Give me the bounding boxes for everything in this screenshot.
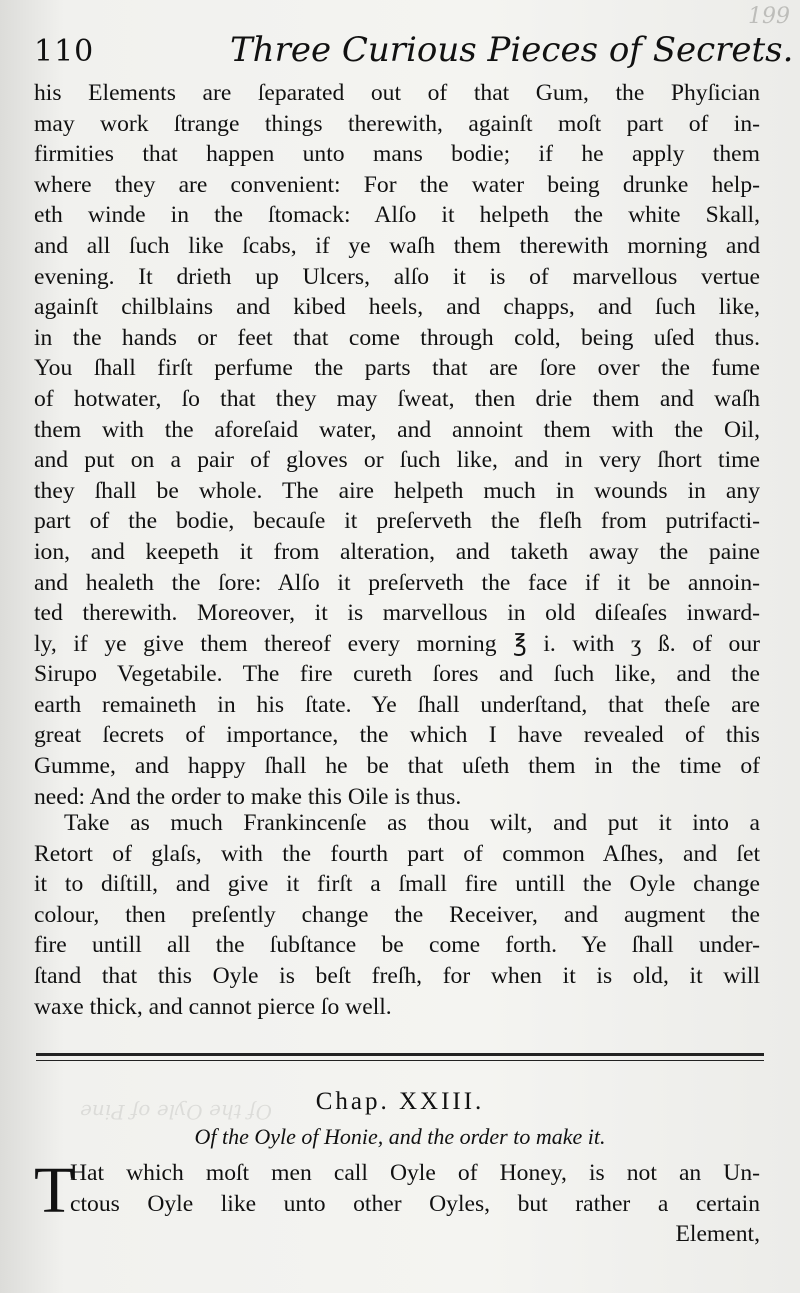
text-line: ted therewith. Moreover, it is marvellous in old diſeaſes inward- [34,600,760,627]
page-header [30,26,794,76]
show-through-ghost-text: Of the Oyle of Pine [80,1100,272,1124]
running-head: Three Curious Pieces of Secrets. [230,30,794,70]
text-line: they ſhall be whole. The aire helpeth much in wounds in any [34,477,760,504]
text-line: Sirupo Vegetabile. The fire cureth ſores and ſuch like, and the [34,661,760,688]
text-line: of hotwater, ſo that they may ſweat, then drie them and waſh [34,385,760,412]
catchword: Element, [675,1221,760,1248]
text-line: fire untill all the ſubſtance be come forth. Ye ſhall under- [34,932,760,959]
text-line: where they are convenient: For the water being drunke help- [34,171,760,198]
text-line: it to diſtill, and give it firſt a ſmall fire untill the Oyle change [34,871,760,898]
chapter-subtitle: Of the Oyle of Honie, and the order to make it. [194,1124,606,1149]
text-line: You ſhall firſt perfume the parts that are ſore over the fume [34,355,760,382]
bleed-through-page-number: 199 [748,4,790,29]
text-line: earth remaineth in his ſtate. Ye ſhall underſtand, that theſe are [34,691,760,718]
text-line: colour, then preſently change the Receiver, and augment the [34,901,760,928]
text-line: may work ſtrange things therewith, againſt moſt part of in- [34,110,760,137]
drop-cap: T [34,1154,75,1227]
paragraph-two [34,808,760,1022]
chapter-heading: Chap. XXIII. [315,1088,485,1115]
text-line: them with the aforeſaid water, and annoint them with the Oil, [34,416,760,443]
text-line: his Elements are ſeparated out of that Gum, the Phyſician [34,80,760,106]
paragraph-one [34,78,760,812]
text-line: and all ſuch like ſcabs, if ye waſh them therewith morning and [34,232,760,259]
text-line: waxe thick, and cannot pierce ſo well. [34,993,392,1020]
page-number: 110 [34,34,95,69]
chapter-opening-paragraph [34,1154,760,1250]
text-line: Gumme, and happy ſhall he be that uſeth them in the time of [34,753,760,780]
text-line: ly, if ye give them thereof every morning ℥ i. with ʒ ß. of our [34,630,760,657]
text-line: ctous Oyle like unto other Oyles, but rather a certain [70,1190,760,1217]
text-line: ſtand that this Oyle is beſt freſh, for when it is old, it will [34,962,760,989]
text-line: Retort of glaſs, with the fourth part of common Aſhes, and ſet [34,840,760,867]
text-line: eth winde in the ſtomack: Alſo it helpeth the white Skall, [34,202,760,229]
text-line: evening. It drieth up Ulcers, alſo it is of marvellous vertue [34,263,760,290]
text-line: great ſecrets of importance, the which I have revealed of this [34,722,760,749]
text-line: ion, and keepeth it from alteration, and taketh away the paine [34,538,760,565]
text-line: and healeth the ſore: Alſo it preſerveth the face if it be annoin- [34,569,760,596]
text-line: and put on a pair of gloves or ſuch like, and in very ſhort time [34,447,760,474]
text-line: againſt chilblains and kibed heels, and chapps, and ſuch like, [34,294,760,321]
section-rule-thin [36,1060,764,1061]
text-line: need: And the order to make this Oile is thus. [34,783,462,810]
section-rule-thick [36,1053,764,1056]
text-line: firmities that happen unto mans bodie; if he apply them [34,141,760,168]
text-line: Take as much Frankincenſe as thou wilt, and put it into a [64,810,760,836]
text-line: Hat which moſt men call Oyle of Honey, is not an Un- [70,1160,760,1186]
text-line: in the hands or feet that come through cold, being uſed thus. [34,324,760,351]
text-line: part of the bodie, becauſe it preſerveth the fleſh from putrifacti- [34,508,760,535]
